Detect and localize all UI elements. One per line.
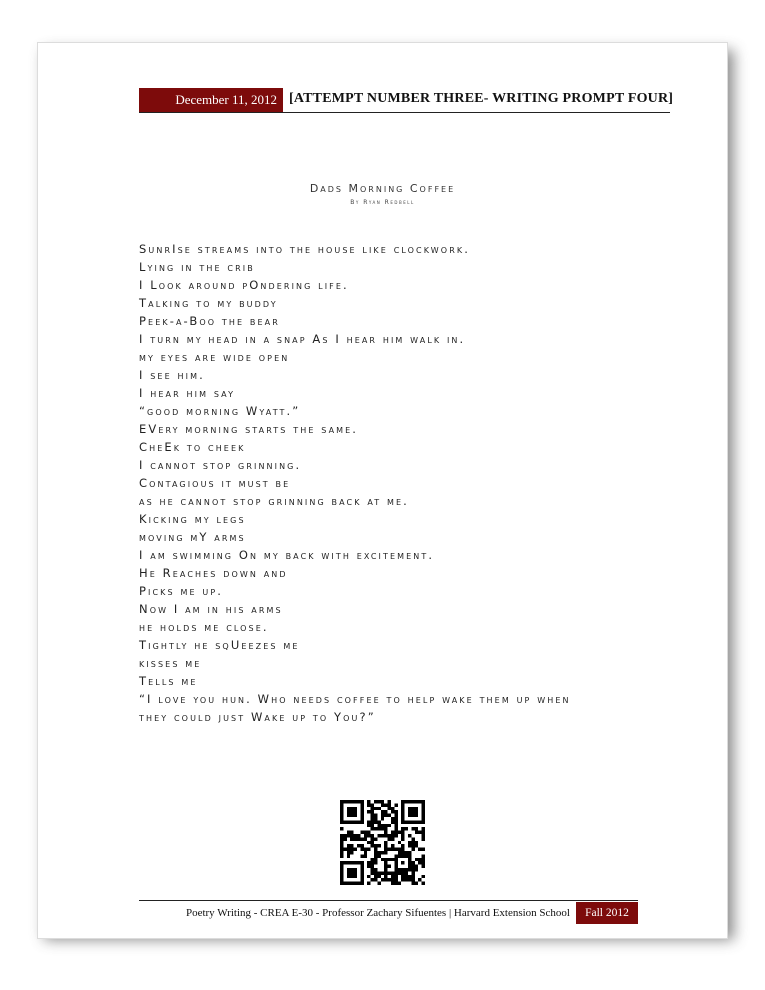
poem-line: I cannot stop grinning. xyxy=(139,458,302,472)
poem-title: Dads Morning Coffee xyxy=(309,182,456,195)
qr-code-icon xyxy=(340,800,425,885)
date-text: December 11, 2012 xyxy=(175,92,277,107)
poem-line: CheEk to cheek xyxy=(139,440,246,454)
poem-line: “I love you hun. Who needs coffee to help wake them up when xyxy=(139,692,571,706)
poem-line: EVery morning starts the same. xyxy=(139,422,359,436)
header-title: [ATTEMPT NUMBER THREE- WRITING PROMPT FOUR] xyxy=(289,91,674,106)
poem-line: kisses me xyxy=(139,656,202,670)
poem-body xyxy=(139,240,699,726)
footer-course: Poetry Writing - CREA E-30 - Professor Zachary Sifuentes | Harvard Extension School xyxy=(185,907,570,919)
term-badge: Fall 2012 xyxy=(576,902,638,924)
poem-line: Peek-a-Boo the bear xyxy=(139,314,280,328)
page-header xyxy=(139,88,674,113)
poem-line: SunrIse streams into the house like clockwork. xyxy=(139,242,470,256)
poem-line: they could just Wake up to You?” xyxy=(139,710,376,724)
poem-line: Talking to my buddy xyxy=(139,296,278,310)
poem-line: Now I am in his arms xyxy=(139,602,283,616)
poem-line: “good morning Wyatt.” xyxy=(139,404,301,418)
poem-line: moving mY arms xyxy=(139,530,246,544)
document-page xyxy=(37,42,728,939)
poem-line: Lying in the crib xyxy=(139,260,255,274)
page-footer xyxy=(139,900,638,925)
poem-line: Contagious it must be xyxy=(139,476,291,490)
poem-line: my eyes are wide open xyxy=(139,350,290,364)
poem-line: I hear him say xyxy=(139,386,236,400)
poem-line: Tells me xyxy=(139,674,198,688)
poem-line: as he cannot stop grinning back at me. xyxy=(139,494,409,508)
poem-line: I turn my head in a snap As I hear him walk in. xyxy=(139,332,466,346)
poem-line: I see him. xyxy=(139,368,205,382)
poem-line: He Reaches down and xyxy=(139,566,288,580)
poem-byline: By Ryan Redbell xyxy=(350,199,415,206)
poem-line: I Look around pOndering life. xyxy=(139,278,349,292)
poem-line: Picks me up. xyxy=(139,584,224,598)
poem-line: Kicking my legs xyxy=(139,512,246,526)
date-badge xyxy=(139,88,283,112)
poem-line: I am swimming On my back with excitement. xyxy=(139,548,435,562)
poem-line: he holds me close. xyxy=(139,620,269,634)
poem-line: Tightly he sqUeezes me xyxy=(139,638,300,652)
